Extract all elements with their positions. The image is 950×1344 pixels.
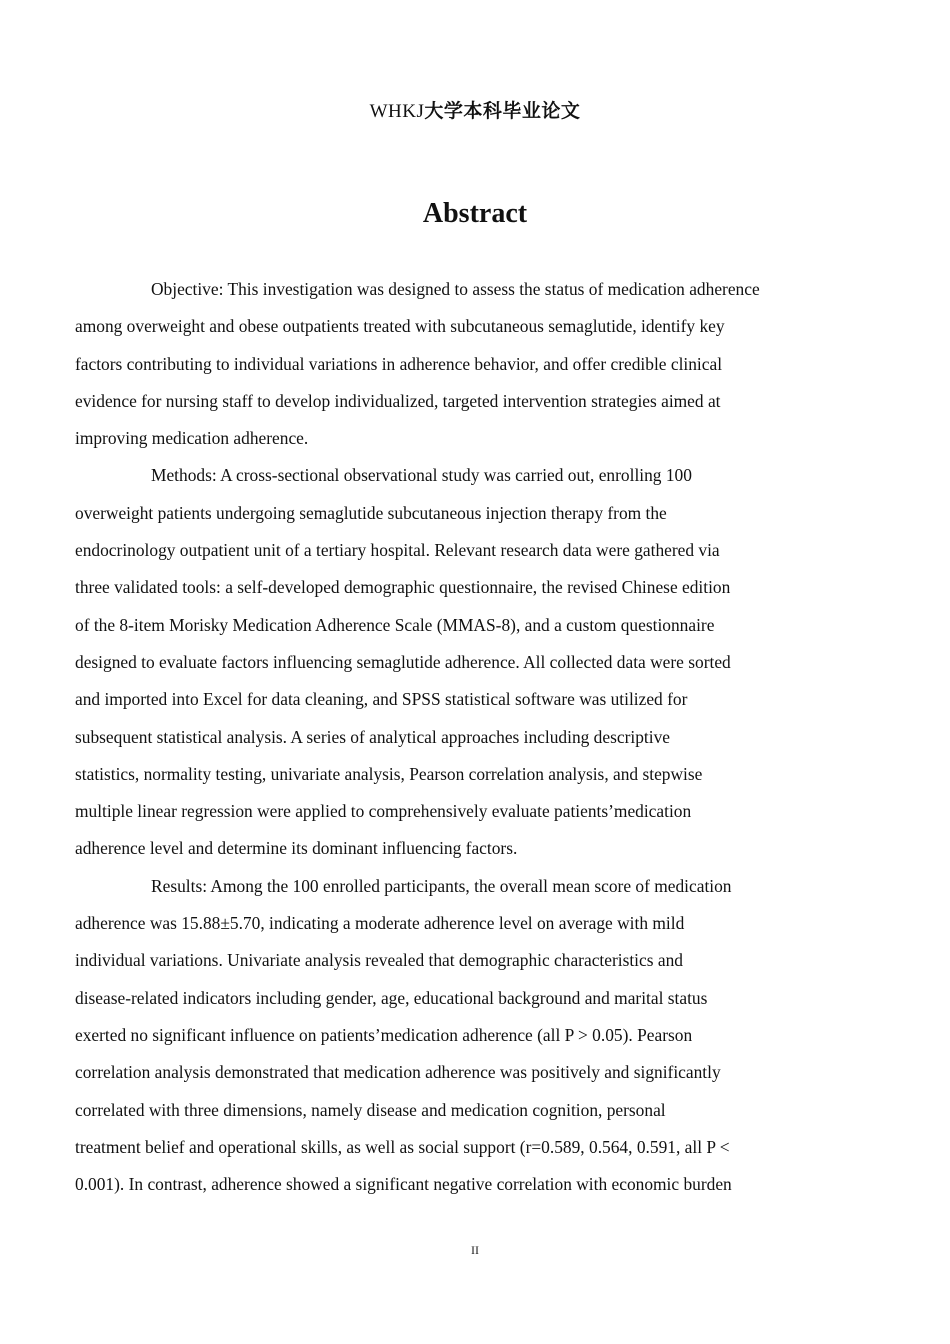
text-line: subsequent statistical analysis. A series of analytical approaches including descriptive: [75, 726, 670, 747]
text-line: treatment belief and operational skills, as well as social support (r=0.589, 0.564, 0.591, all P <: [75, 1136, 730, 1157]
text-line: three validated tools: a self-developed demographic questionnaire, the revised Chinese edition: [75, 577, 731, 598]
page-number: II: [471, 1243, 479, 1257]
text-line: Results: Among the 100 enrolled participants, the overall mean score of medication: [151, 875, 732, 896]
objective-paragraph: [75, 271, 841, 457]
text-line: among overweight and obese outpatients treated with subcutaneous semaglutide, identify key: [75, 316, 725, 337]
text-line: Methods: A cross-sectional observational study was carried out, enrolling 100: [151, 465, 692, 486]
text-line: individual variations. Univariate analysis revealed that demographic characteristics and: [75, 950, 683, 971]
text-line: and imported into Excel for data cleaning, and SPSS statistical software was utilized for: [75, 689, 688, 710]
text-line: endocrinology outpatient unit of a tertiary hospital. Relevant research data were gathered via: [75, 540, 720, 561]
results-paragraph: [75, 868, 841, 1204]
text-line: 0.001). In contrast, adherence showed a significant negative correlation with economic burden: [75, 1174, 732, 1195]
methods-paragraph: [75, 457, 841, 867]
text-line: evidence for nursing staff to develop individualized, targeted intervention strategies aimed at: [75, 390, 721, 411]
text-line: adherence was 15.88±5.70, indicating a moderate adherence level on average with mild: [75, 913, 685, 934]
text-line: exerted no significant influence on patients’medication adherence (all P > 0.05). Pearson: [75, 1024, 693, 1045]
text-line: correlated with three dimensions, namely disease and medication cognition, personal: [75, 1099, 666, 1120]
text-line: factors contributing to individual variations in adherence behavior, and offer credible clinical: [75, 353, 723, 374]
running-header: [0, 96, 950, 123]
text-line: overweight patients undergoing semaglutide subcutaneous injection therapy from the: [75, 502, 667, 523]
text-line: adherence level and determine its dominant influencing factors.: [75, 838, 518, 859]
header-school-cjk: 大学本科毕业论文: [424, 100, 581, 122]
text-line: designed to evaluate factors influencing semaglutide adherence. All collected data were sorted: [75, 651, 731, 672]
text-line: correlation analysis demonstrated that medication adherence was positively and significantly: [75, 1062, 721, 1083]
text-line: Objective: This investigation was designed to assess the status of medication adherence: [151, 279, 760, 299]
text-line: disease-related indicators including gender, age, educational background and marital status: [75, 987, 708, 1008]
text-line: of the 8-item Morisky Medication Adherence Scale (MMAS-8), and a custom questionnaire: [75, 614, 715, 635]
text-line: multiple linear regression were applied to comprehensively evaluate patients’medication: [75, 801, 692, 822]
text-line: statistics, normality testing, univariate analysis, Pearson correlation analysis, and stepwise: [75, 763, 703, 784]
text-line: improving medication adherence.: [75, 428, 309, 449]
abstract-body: [75, 271, 841, 1203]
header-school-latin: WHKJ: [369, 101, 425, 122]
page-title: Abstract: [422, 198, 528, 229]
